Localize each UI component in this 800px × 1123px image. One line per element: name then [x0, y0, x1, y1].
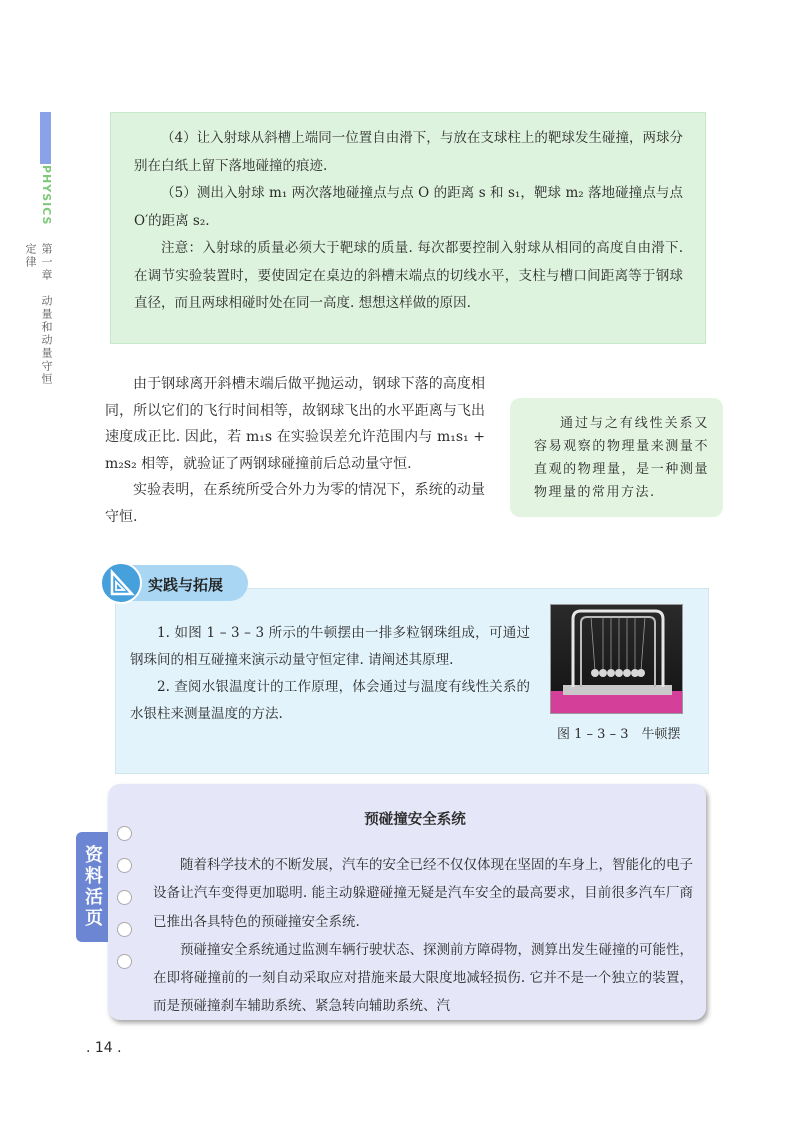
page-number: . 14 . [86, 1040, 122, 1056]
experiment-steps-box [110, 112, 706, 344]
practice-item-2: 2. 查阅水银温度计的工作原理，体会通过与温度有线性关系的水银柱来测量温度的方法. [130, 679, 530, 722]
practice-items [130, 620, 530, 728]
binder-ring-icon [117, 890, 132, 905]
info-paragraph-2: 预碰撞安全系统通过监测车辆行驶状态、探测前方障碍物，测算出发生碰撞的可能性，在即将碰撞前的一刻自动采取应对措施来最大限度地减轻损伤. 它并不是一个独立的装置，而是预碰撞刹车辅助系统、紧急转向辅助系统、汽 [153, 941, 693, 1015]
figure-caption: 图 1 – 3 – 3 牛顿摆 [557, 727, 681, 742]
info-tag: 资料活页 [76, 832, 108, 942]
binder-ring-icon [117, 954, 132, 969]
binder-rings [117, 826, 132, 986]
main-text [105, 371, 485, 530]
info-text [153, 851, 693, 1021]
practice-title: 实践与拓展 [148, 576, 224, 594]
experiment-step-5: （5）测出入射球 m₁ 两次落地碰撞点与点 O 的距离 s 和 s₁，靶球 m₂ 落地碰撞点与点 O′的距离 s₂. [134, 185, 683, 229]
experiment-step-4: （4）让入射球从斜槽上端同一位置自由滑下，与放在支球柱上的靶球发生碰撞，两球分别在白纸上留下落地碰撞的痕迹. [134, 130, 683, 174]
margin-accent-bar [40, 112, 51, 164]
experiment-note: 注意：入射球的质量必须大于靶球的质量. 每次都要控制入射球从相同的高度自由滑下. 在调节实验装置时，要使固定在桌边的斜槽末端点的切线水平，支柱与槽口间距离等于钢球直径，而且两球相碰时处在同一高度. 想想这样做的原因. [134, 240, 683, 311]
physics-tag: PHYSICS [40, 165, 53, 226]
main-paragraph-2: 实验表明，在系统所受合外力为零的情况下，系统的动量守恒. [105, 482, 485, 525]
newtons-cradle-photo [550, 604, 683, 714]
binder-ring-icon [117, 922, 132, 937]
chapter-tag: 第一章 动量和动量守恒定律 [24, 243, 53, 386]
main-paragraph-1: 由于钢球离开斜槽末端后做平抛运动，钢球下落的高度相同，所以它们的飞行时间相等，故钢球飞出的水平距离与飞出速度成正比. 因此，若 m₁s 在实验误差允许范围内与 m₁s₁ + m₂s₂ 相等，就验证了两钢球碰撞前后总动量守恒. [105, 376, 485, 472]
info-paragraph-1: 随着科学技术的不断发展，汽车的安全已经不仅仅体现在坚固的车身上，智能化的电子设备让汽车变得更加聪明. 能主动躲避碰撞无疑是汽车安全的最高要求，目前很多汽车厂商已推出各具特色的预碰撞安全系统. [153, 857, 693, 930]
info-title: 预碰撞安全系统 [364, 812, 466, 828]
practice-item-1: 1. 如图 1 – 3 – 3 所示的牛顿摆由一排多粒钢珠组成，可通过钢珠间的相互碰撞来演示动量守恒定律. 请阐述其原理. [130, 625, 530, 668]
side-note: 通过与之有线性关系又容易观察的物理量来测量不直观的物理量，是一种测量物理量的常用方法. [510, 398, 723, 517]
binder-ring-icon [117, 858, 132, 873]
triangle-ruler-icon [100, 562, 142, 604]
